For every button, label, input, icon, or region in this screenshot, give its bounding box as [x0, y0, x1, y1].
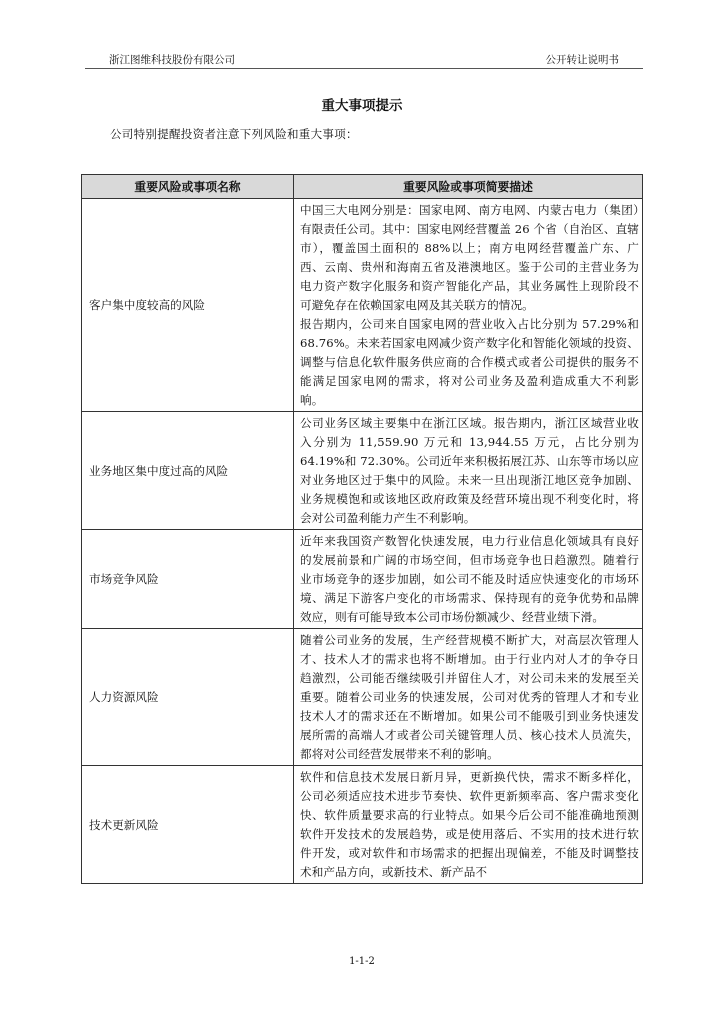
- header-document-type: 公开转让说明书: [545, 54, 619, 66]
- risk-description-paragraph: 软件和信息技术发展日新月异，更新换代快，需求不断多样化，公司必须适应技术进步节奏快、软件更新频率高、客户需求变化快、软件质量要求高的行业特点。如果今后公司不能准确地预测软件开发技术的发展趋势，或是使用落后、不实用的技术进行软件开发，或对软件和市场需求的把握出现偏差，不能及时调整技术和产品方向，或新技术、新产品不: [300, 770, 639, 879]
- table-row: [82, 412, 643, 530]
- table-row: [82, 629, 643, 766]
- risk-description-cell: [294, 530, 643, 629]
- risk-description-cell: [294, 766, 643, 884]
- intro-text: 公司特别提醒投资者注意下列风险和重大事项：: [110, 127, 358, 141]
- risk-description-cell: [294, 629, 643, 766]
- risk-description-paragraph: 公司业务区域主要集中在浙江区域。报告期内，浙江区域营业收入分别为 11,559.90 万元和 13,944.55 万元，占比分别为 64.19%和 72.30%。公司近年来积极拓展江苏、山东等市场以应对业务地区过于集中的风险。未来一旦出现浙江地区竞争加剧、业务规模饱和或该地区政府政策及经营环境出现不利变化时，将会对公司盈利能力产生不利影响。: [300, 416, 639, 525]
- column-header-risk-name: 重要风险或事项名称: [82, 175, 294, 199]
- risk-description-paragraph: 近年来我国资产数智化快速发展，电力行业信息化领域具有良好的发展前景和广阔的市场空间，但市场竞争也日趋激烈。随着行业市场竞争的逐步加剧，如公司不能及时适应快速变化的市场环境、满足下游客户变化的市场需求、保持现有的竞争优势和品牌效应，则有可能导致本公司市场份额减少、经营业绩下滑。: [300, 534, 639, 624]
- risk-description-paragraph: 随着公司业务的发展，生产经营规模不断扩大，对高层次管理人才、技术人才的需求也将不断增加。由于行业内对人才的争夺日趋激烈，公司能否继续吸引并留住人才，对公司未来的发展至关重要。随着公司业务的快速发展，公司对优秀的管理人才和专业技术人才的需求还在不断增加。如果公司不能吸引到业务快速发展所需的高端人才或者公司关键管理人员、核心技术人员流失，都将对公司经营发展带来不利的影响。: [300, 633, 639, 761]
- table-row: [82, 766, 643, 884]
- risk-description-paragraph: 中国三大电网分别是：国家电网、南方电网、内蒙古电力（集团）有限责任公司。其中：国家电网经营覆盖 26 个省（自治区、直辖市），覆盖国土面积的 88%以上；南方电网经营覆盖广东、广西、云南、贵州和海南五省及港澳地区。鉴于公司的主营业务为电力资产数字化服务和资产智能化产品，其业务属性上现阶段不可避免存在依赖国家电网及其关联方的情况。: [300, 203, 639, 312]
- risk-description-cell: [294, 199, 643, 412]
- risk-name-cell: 技术更新风险: [82, 766, 294, 884]
- section-title: 重大事项提示: [321, 98, 403, 114]
- table-row: [82, 199, 643, 412]
- risk-table: [81, 174, 643, 884]
- page-header: [85, 48, 643, 69]
- page-number: 1-1-2: [349, 956, 375, 967]
- risk-name-cell: 客户集中度较高的风险: [82, 199, 294, 412]
- risk-name-cell: 市场竞争风险: [82, 530, 294, 629]
- risk-name-cell: 业务地区集中度过高的风险: [82, 412, 294, 530]
- risk-description-cell: [294, 412, 643, 530]
- table-row: [82, 530, 643, 629]
- risk-description-paragraph: 报告期内，公司来自国家电网的营业收入占比分别为 57.29%和 68.76%。未来若国家电网减少资产数字化和智能化领域的投资、调整与信息化软件服务供应商的合作模式或者公司提供的服务不能满足国家电网的需求，将对公司业务及盈利造成重大不利影响。: [300, 317, 639, 407]
- column-header-risk-description: 重要风险或事项简要描述: [294, 175, 643, 199]
- risk-name-cell: 人力资源风险: [82, 629, 294, 766]
- header-company-name: 浙江图维科技股份有限公司: [109, 54, 235, 66]
- table-header-row: [82, 175, 643, 199]
